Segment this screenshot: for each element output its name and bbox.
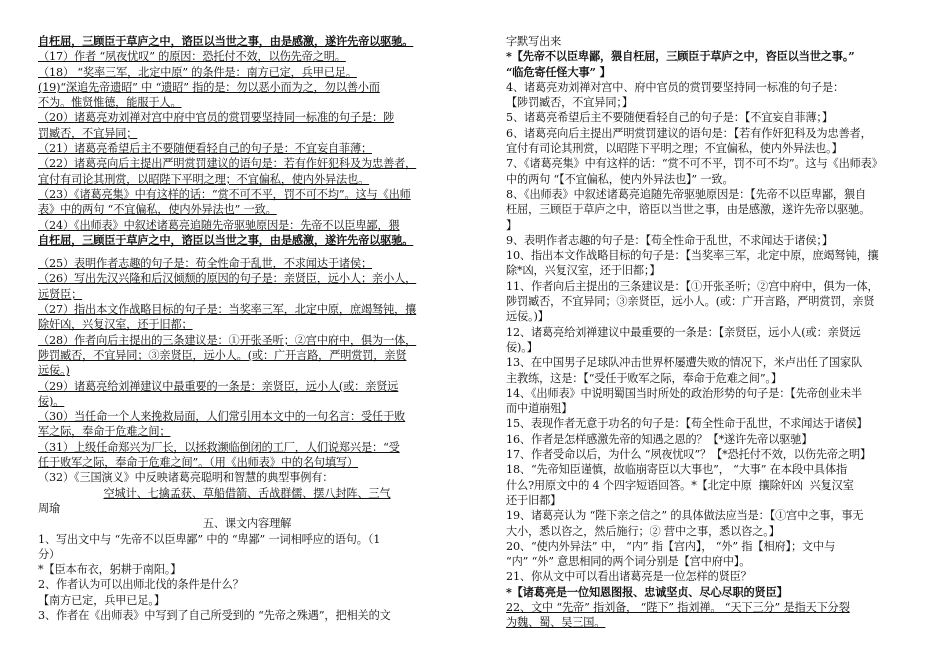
left-text-line: 军之际，奉命于危难之间；	[38, 425, 171, 439]
right-text-line: 16、作者是怎样感激先帝的知遇之恩的？【*遂许先帝以驱驰】	[506, 432, 813, 446]
left-text-line: 远佞。)	[38, 364, 70, 378]
left-text-line: 五、课文内容理解	[202, 517, 292, 531]
left-text-line: 分）	[38, 547, 61, 561]
left-text-line: （26）写出先汉兴隆和后汉倾颓的原因的句子是：亲贤臣，远小人；亲小人，	[38, 272, 417, 286]
right-text-line: 字默写出来	[506, 35, 562, 48]
right-text-line: 】	[506, 218, 518, 232]
left-text-line: （30）当任命一个人来挽救局面，人们常引用本文中的一句名言：受任于败	[38, 410, 406, 424]
right-text-line: “内” “外” 意思相同的两个词分别是【宫中府中】。	[506, 555, 751, 569]
right-text-line: 7、《诸葛亮集》中有这样的话：“赏不可不平，罚不可不均”。这与《出师表》	[506, 157, 883, 171]
right-text-line: 【陟罚臧否，不宜异同；】	[506, 96, 633, 110]
left-text-line: 【南方已定，兵甲已足。】	[38, 593, 165, 607]
left-text-line: （21）诸葛亮希望后主不要随便看轻自己的句子是：不宜妄自菲薄；	[38, 142, 373, 156]
right-text-line: 17、作者受命以后，为什么 “夙夜忧叹”？【*恐托付不效，以伤先帝之明】	[506, 448, 872, 462]
right-text-line: 5、诸葛亮希望后主不要随便看轻自己的句子是：【不宜妄自菲薄；】	[506, 111, 833, 125]
left-text-line: 远贤臣；	[38, 287, 83, 301]
right-text-line: 为魏、蜀、吴三国。	[506, 616, 606, 630]
right-text-line: 远佞。)】	[506, 310, 549, 324]
left-text-line: 1、写出文中与 “先帝不以臣卑鄙” 中的 “卑鄙” 一词相呼应的语句。（1	[38, 532, 381, 546]
left-text-line: （22）诸葛亮向后主提出严明赏罚建议的语句是：若有作奸犯科及为忠善者，	[38, 157, 417, 171]
right-text-line: 还于旧都】	[506, 493, 562, 507]
right-text-line: 什么?用原文中的 4 个四字短语回答。*【北定中原 攘除奸凶 兴复汉室	[506, 478, 854, 492]
left-text-line: *【臣本布衣，躬耕于南阳。】	[38, 563, 182, 577]
left-text-line: 表》中的两句 “不宜偏私，使内外异法也” 一致。	[38, 203, 277, 217]
right-text-line: *【诸葛亮是一位知恩图报、忠诚坚贞、尽心尽职的贤臣】	[506, 584, 788, 599]
right-text-line: 而中道崩殂】	[506, 402, 573, 416]
right-text-line: 9、表明作者志趣的句子是：【苟全性命于乱世，不求闻达于诸侯；】	[506, 233, 833, 247]
left-text-line: 陟罚臧否，不宜异同；③亲贤臣，远小人。(或：广开言路，严明赏罚，亲贤	[38, 348, 407, 362]
left-text-line: 除奸凶，兴复汉室，还于旧都；	[38, 318, 193, 332]
left-text-line: 佞)。	[38, 394, 65, 408]
left-text-line: 宜付有司论其刑赏，以昭陛下平明之理；不宜偏私，使内外异法也。	[38, 172, 370, 186]
right-text-line: “临危寄任怪大事” 】	[506, 64, 611, 79]
left-text-line: 自枉屈，三顾臣于草庐之中，谘臣以当世之事，由是感激，遂许先帝以驱驰。	[38, 232, 414, 247]
left-text-line: （25）表明作者志趣的句子是：苟全性命于乱世，不求闻达于诸侯；	[38, 257, 373, 271]
right-text-line: 大小，悉以咨之，然后施行；② 营中之事，悉以咨之。】	[506, 524, 780, 538]
left-text-line: （23）《诸葛亮集》中有这样的话：“赏不可不平，罚不可不均”。这与《出师	[38, 187, 411, 201]
left-text-line: 任于败军之际，奉命于危难之间”。（用《出师表》中的名句填写）	[38, 456, 359, 470]
right-text-line: 10、指出本文作战略目标的句子是：【当奖率三军，北定中原，庶竭驽钝，攘	[506, 249, 879, 263]
right-text-line: 20、“使内外异法” 中， “内” 指【宫内】， “外” 指【相府】；文中与	[506, 539, 836, 553]
right-text-line: 14、《出师表》中说明蜀国当时所处的政治形势的句子是：【先帝创业未半	[506, 386, 862, 400]
right-text-line: 6、诸葛亮向后主提出严明赏罚建议的语句是：【若有作奸犯科及为忠善者，	[506, 126, 872, 140]
left-text-line: （29）诸葛亮给刘禅建议中最重要的一条是：亲贤臣，远小人(或：亲贤远	[38, 379, 399, 393]
left-text-line: （28）作者向后主提出的三条建议是：①开张圣听；②宫中府中，俱为一体，	[38, 333, 417, 347]
left-text-line: 罚臧否，不宜异同；	[38, 126, 138, 140]
left-text-line: 周瑜	[38, 501, 61, 515]
right-text-line: 18、“先帝知臣谨慎，故临崩寄臣以大事也”， “大事” 在本段中具体指	[506, 463, 848, 477]
left-text-line: (19)“深追先帝遗昭” 中 “遗昭” 指的是：勿以恶小而为之，勿以善小而	[38, 80, 380, 94]
left-text-line: 自枉屈，三顾臣于草庐之中，谘臣以当世之事，由是感激，遂许先帝以驱驰。	[38, 34, 414, 48]
right-text-line: 佞)。】	[506, 340, 538, 354]
left-text-line: 不为。惟贤惟德，能服于人。	[38, 96, 182, 110]
right-text-line: 宜付有司论其刑赏，以昭陛下平明之理；不宜偏私，使内外异法也。】	[506, 142, 843, 156]
left-column	[38, 34, 456, 623]
right-text-line: 12、诸葛亮给刘禅建议中最重要的一条是：【亲贤臣，远小人(或：亲贤远	[506, 325, 861, 339]
right-text-line: 陟罚臧否，不宜异同；③亲贤臣，远小人。(或：广开言路，严明赏罚，亲贤	[506, 295, 875, 309]
right-text-line: 主教练，这是：【“受任于败军之际，奉命于危难之间”。】	[506, 371, 782, 385]
right-text-line: 22、文中 “先帝” 指刘备， “陛下” 指刘禅。 “天下三分” 是指天下分裂	[506, 600, 850, 614]
left-text-line: 3、作者在《出师表》中写到了自己所受到的 “先帝之殊遇”，把相关的文	[38, 608, 391, 622]
left-text-line: （27）指出本文作战略目标的句子是：当奖率三军，北定中原，庶竭驽钝，攘	[38, 303, 417, 317]
left-text-line: （20）诸葛亮劝刘禅对宫中府中官员的赏罚要坚持同一标准的句子是：陟	[38, 111, 395, 125]
right-text-line: 15、表现作者无意于功名的句子是：【苟全性命于乱世，不求闻达于诸侯】	[506, 417, 868, 431]
left-text-line: （32）《三国演义》中反映诸葛亮聪明和智慧的典型事例有：	[38, 471, 334, 485]
right-text-line: 13、在中国男子足球队冲击世界杯屡遭失败的情况下，米卢出任了国家队	[506, 356, 863, 370]
left-text-line: 2、作者认为可以出师北伐的条件是什么？	[38, 578, 244, 592]
right-text-line: *【先帝不以臣卑鄙，猥自枉屈，三顾臣于草庐之中，咨臣以当世之事。”	[506, 49, 855, 64]
left-text-line: （31）上级任命郑兴为厂长，以拯救濒临倒闭的工厂，人们说郑兴是：“受	[38, 440, 400, 454]
left-text-line: （17）作者 “夙夜忧叹” 的原因：恐托付不效，以伤先帝之明。	[38, 50, 346, 64]
right-text-line: 中的两句 “【不宜偏私，使内外异法也】” 一致。	[506, 172, 734, 186]
right-column	[506, 34, 924, 631]
left-text-line	[38, 248, 456, 256]
right-text-line: 8、《出师表》中叙述诸葛亮追随先帝驱驰原因是：【先帝不以臣卑鄙，猥自	[506, 187, 867, 201]
right-text-line: 4、诸葛亮劝刘禅对宫中、府中官员的赏罚要坚持同一标准的句子是：	[506, 80, 845, 94]
left-text-line: （24）《出师表》中叙述诸葛亮追随先帝驱驰原因是：先帝不以臣卑鄙，猥	[38, 218, 400, 232]
right-text-line: 枉屈，三顾臣于草庐之中，谘臣以当世之事，由是感激，遂许先帝以驱驰。	[506, 203, 871, 217]
left-text-line: （18） “奖率三军，北定中原” 的条件是：南方已定，兵甲已足。	[38, 65, 357, 79]
right-text-line: 除*凶，兴复汉室，还于旧都；】	[506, 264, 661, 278]
right-text-line: 19、诸葛亮认为 “陛下亲之信之” 的具体做法应当是：【①宫中之事，事无	[506, 509, 864, 523]
right-text-line: 11、作者向后主提出的三条建议是：【①开张圣听；②宫中府中，俱为一体，	[506, 279, 879, 293]
right-text-line: 21、你从文中可以看出诸葛亮是一位怎样的贤臣？	[506, 570, 752, 584]
left-text-line: 空城计、七擒孟获、草船借箭、舌战群儒、摆八封阵、三气	[103, 486, 391, 500]
